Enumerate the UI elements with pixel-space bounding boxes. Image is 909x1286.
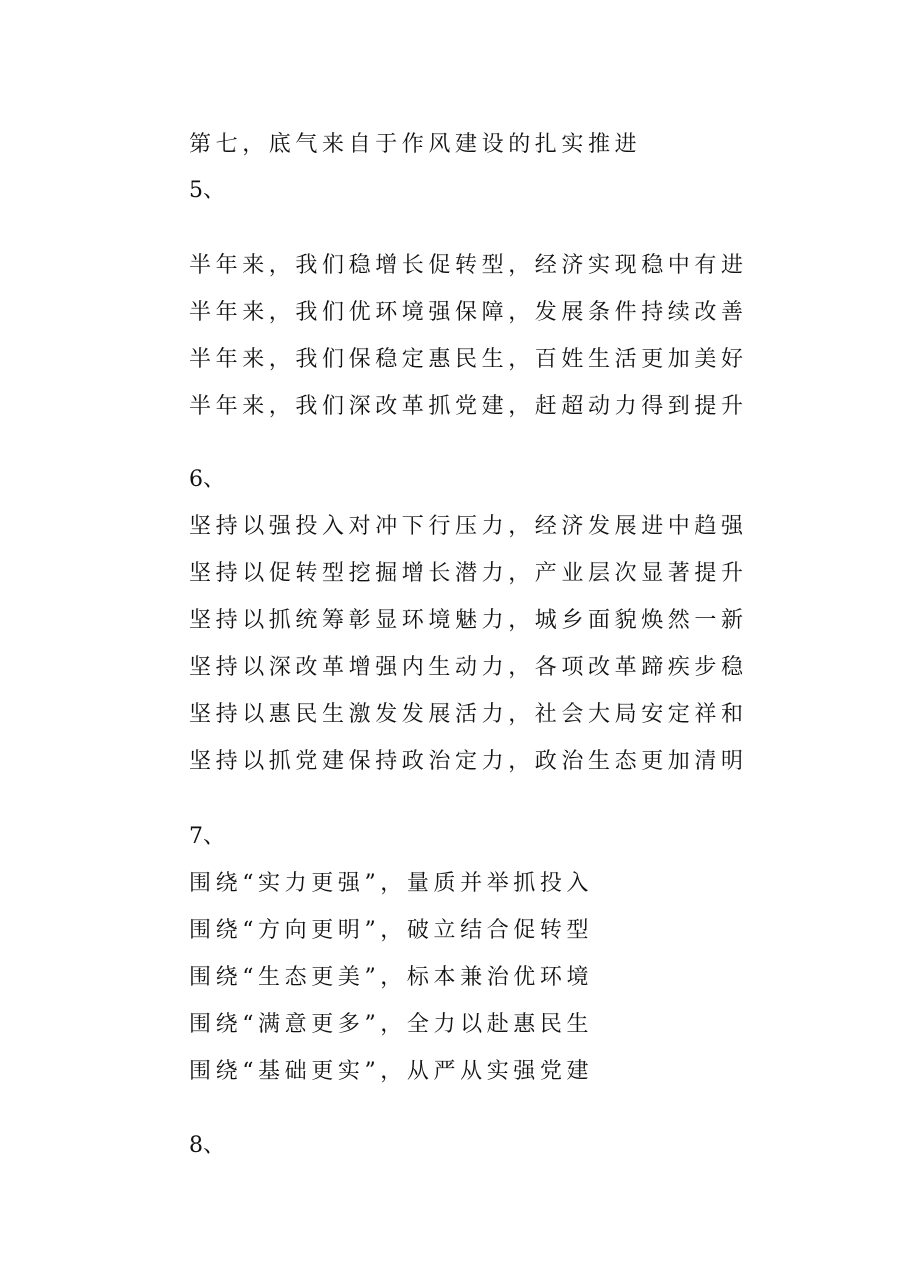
section-7-line-4: 围绕“满意更多”，全力以赴惠民生 [189,1012,594,1037]
section-5-line-1: 半年来，我们稳增长促转型，经济实现稳中有进 [189,253,748,278]
section-5-line-3: 半年来，我们保稳定惠民生，百姓生活更加美好 [189,347,748,372]
intro-line: 第七，底气来自于作风建设的扎实推进 [189,132,642,157]
section-7-line-1: 围绕“实力更强”，量质并举抓投入 [189,871,594,896]
section-6-line-1: 坚持以强投入对冲下行压力，经济发展进中趋强 [189,514,748,539]
section-7-line-2: 围绕“方向更明”，破立结合促转型 [189,918,594,943]
section-6-line-3: 坚持以抓统筹彰显环境魅力，城乡面貌焕然一新 [189,608,748,633]
section-5-line-4: 半年来，我们深改革抓党建，赶超动力得到提升 [189,394,748,419]
section-7-line-5: 围绕“基础更实”，从严从实强党建 [189,1059,594,1084]
section-7-line-3: 围绕“生态更美”，标本兼治优环境 [189,965,594,990]
section-number-8: 8、 [189,1133,225,1158]
section-6-line-6: 坚持以抓党建保持政治定力，政治生态更加清明 [189,749,748,774]
section-number-6: 6、 [189,467,225,492]
section-6-line-5: 坚持以惠民生激发发展活力，社会大局安定祥和 [189,702,748,727]
section-5-line-2: 半年来，我们优环境强保障，发展条件持续改善 [189,300,748,325]
section-6-line-4: 坚持以深改革增强内生动力，各项改革蹄疾步稳 [189,655,748,680]
section-number-7: 7、 [189,824,225,849]
section-6-line-2: 坚持以促转型挖掘增长潜力，产业层次显著提升 [189,561,748,586]
section-number-5: 5、 [189,178,225,203]
